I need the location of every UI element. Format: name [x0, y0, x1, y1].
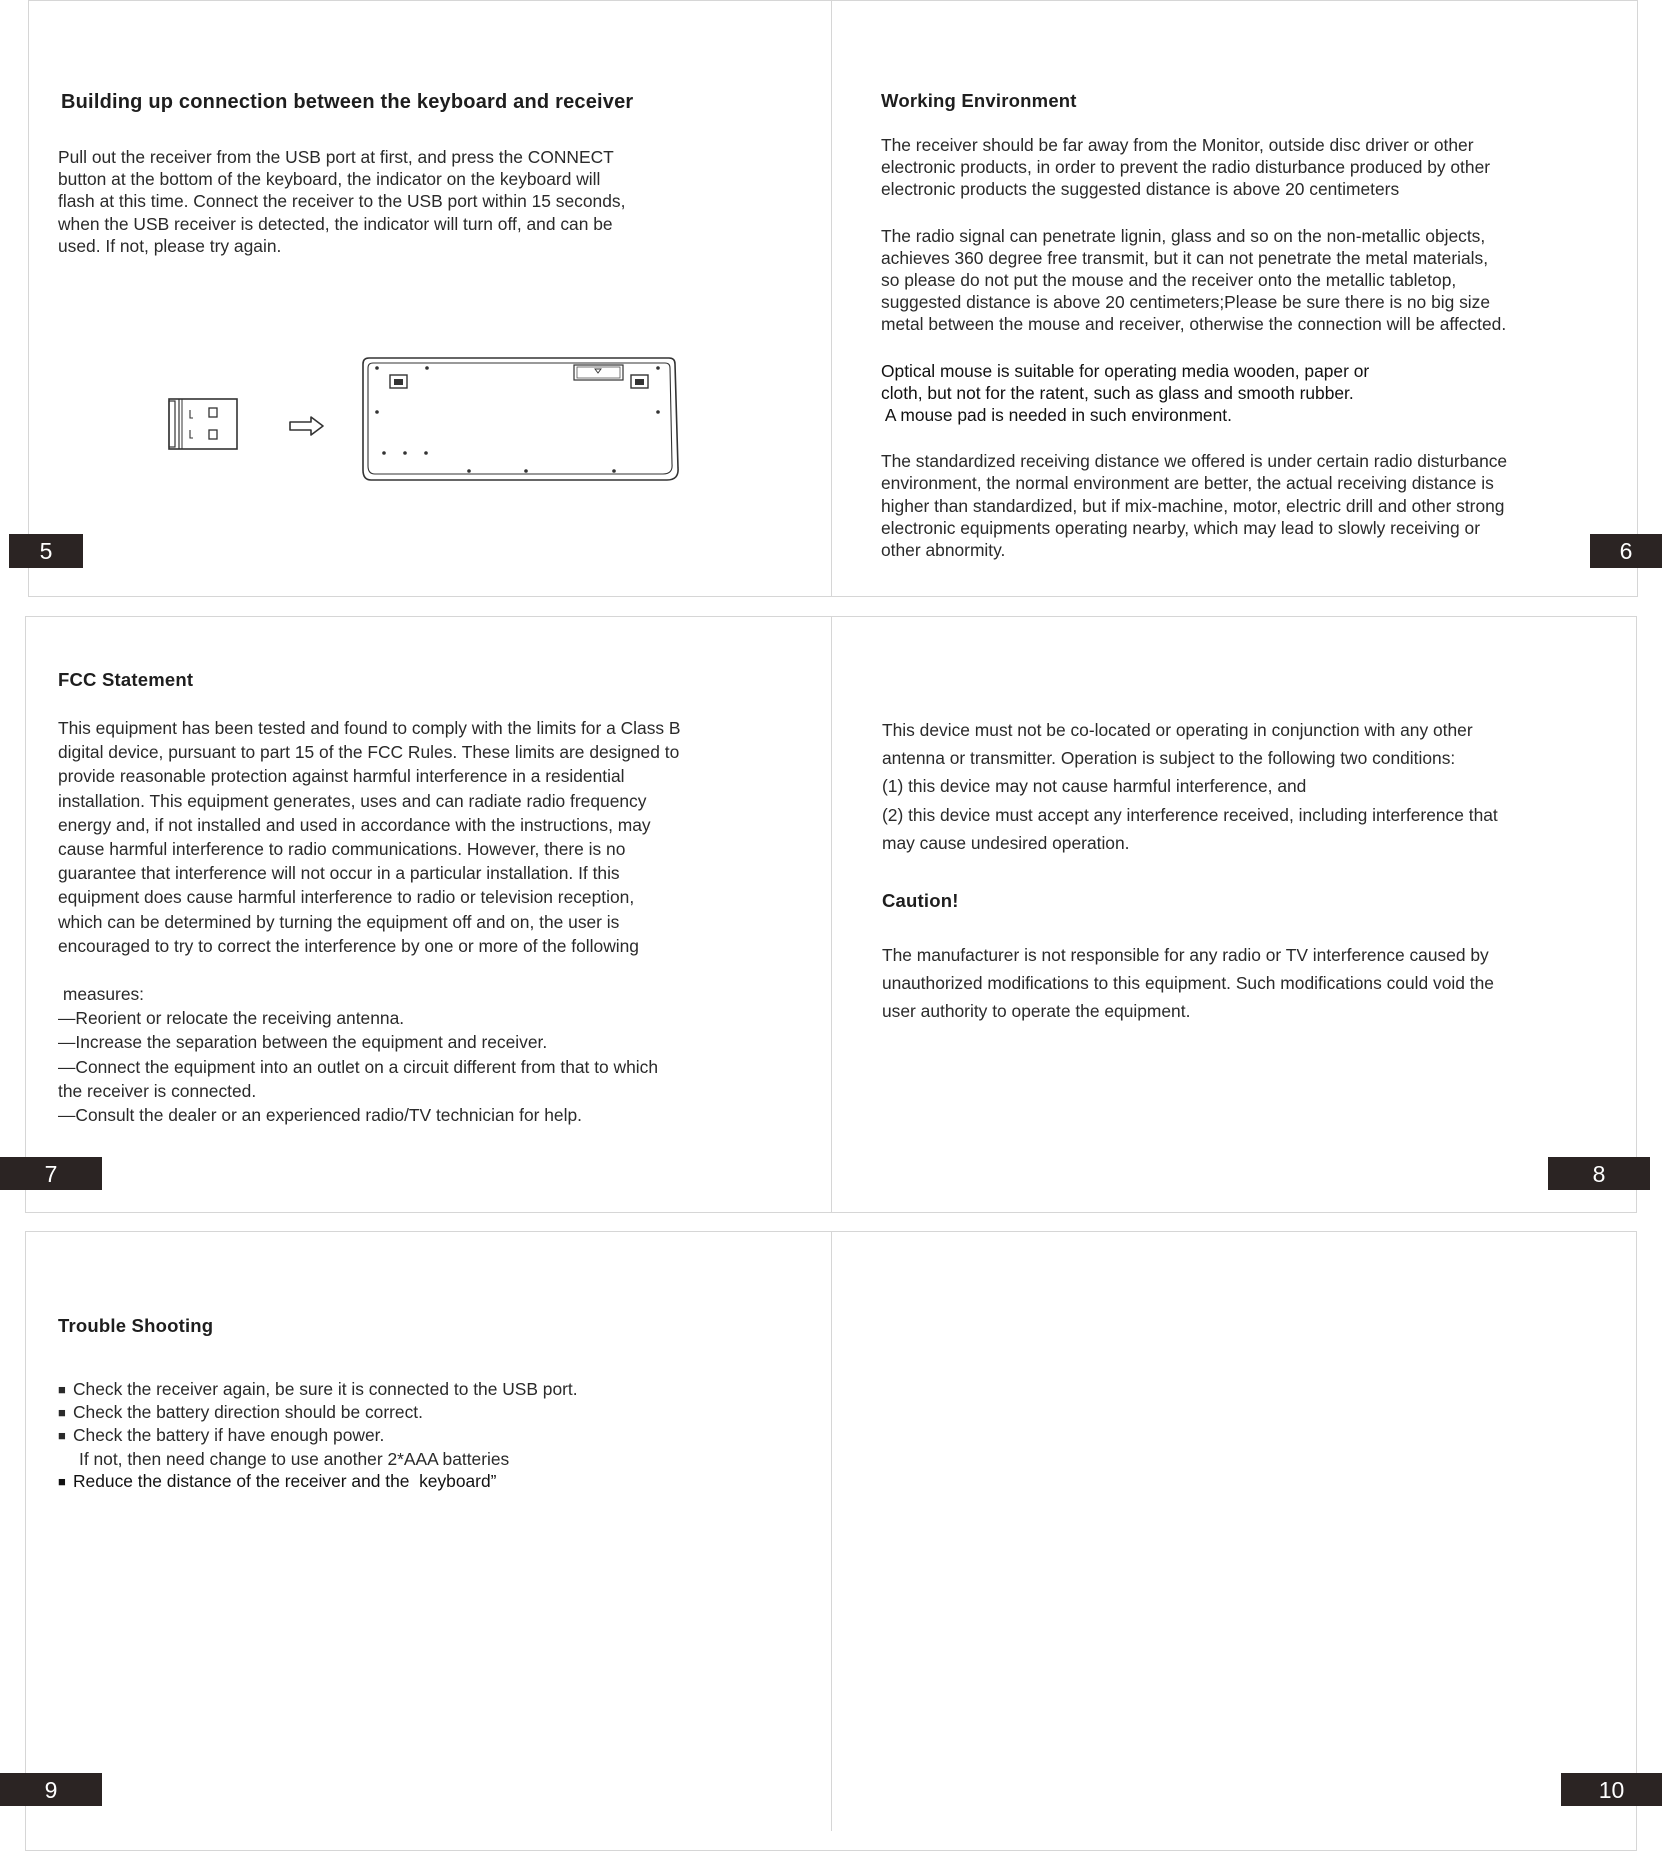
text-line: —Reorient or relocate the receiving antenna. — [58, 1008, 405, 1029]
text-line: provide reasonable protection against harmful interference in a residential — [58, 766, 625, 787]
text-line: electronic equipments operating nearby, which may lead to slowly receiving or — [881, 517, 1480, 538]
text-line: may cause undesired operation. — [882, 832, 1130, 853]
list-item — [58, 1424, 578, 1447]
page-number-9: 9 — [0, 1773, 102, 1806]
text-line: —Connect the equipment into an outlet on a circuit different from that to which — [58, 1056, 658, 1077]
list-item — [58, 1470, 578, 1493]
page8-caution-body — [882, 941, 1494, 1026]
text-line: antenna or transmitter. Operation is subject to the following two conditions: — [882, 748, 1456, 769]
list-item-text: Check the battery if have enough power. — [73, 1425, 385, 1446]
page6-body — [881, 134, 1507, 561]
page-number-6: 6 — [1590, 534, 1662, 568]
bullet-square-icon: ■ — [58, 1382, 66, 1397]
text-line: unauthorized modifications to this equipment. Such modifications could void the — [882, 973, 1494, 994]
text-line: environment, the normal environment are better, the actual receiving distance is — [881, 473, 1494, 494]
text-line: (1) this device may not cause harmful interference, and — [882, 776, 1307, 797]
text-line: This equipment has been tested and found to comply with the limits for a Class B — [58, 718, 681, 738]
caution-heading: Caution! — [882, 890, 959, 911]
text-line: electronic products, in order to prevent the radio disturbance produced by other — [881, 157, 1491, 178]
arrow-right-icon — [289, 416, 325, 436]
list-item — [58, 1378, 578, 1401]
text-line: —Increase the separation between the equipment and receiver. — [58, 1032, 548, 1053]
text-line: A mouse pad is needed in such environment. — [881, 405, 1232, 426]
page7-body — [58, 716, 681, 1127]
text-line: used. If not, please try again. — [58, 235, 282, 256]
text-line: equipment does cause harmful interference to radio or television reception, — [58, 887, 635, 908]
text-line: —Consult the dealer or an experienced radio/TV technician for help. — [58, 1105, 582, 1126]
page-number-8: 8 — [1548, 1157, 1650, 1190]
bullet-square-icon: ■ — [58, 1428, 66, 1444]
usb-receiver-illustration — [168, 398, 240, 450]
page5-body — [58, 146, 625, 257]
text-line: flash at this time. Connect the receiver to the USB port within 15 seconds, — [58, 191, 626, 212]
text-line: cause harmful interference to radio communications. However, there is no — [58, 839, 626, 860]
text-line: (2) this device must accept any interference received, including interference that — [882, 804, 1498, 825]
text-line: metal between the mouse and receiver, otherwise the connection will be affected. — [881, 314, 1507, 335]
text-line: so please do not put the mouse and the receiver onto the metallic tabletop, — [881, 270, 1457, 291]
text-line: higher than standardized, but if mix-machine, motor, electric drill and other strong — [881, 495, 1505, 516]
text-line: guarantee that interference will not occur in a particular installation. If this — [58, 863, 620, 884]
text-line: measures: — [58, 984, 145, 1005]
text-line: Optical mouse is suitable for operating media wooden, paper or — [881, 360, 1370, 381]
list-item — [58, 1401, 578, 1424]
list-item-text: Check the receiver again, be sure it is connected to the USB port. — [73, 1379, 578, 1399]
text-line: user authority to operate the equipment. — [882, 1001, 1191, 1022]
bullet-square-icon: ■ — [58, 1473, 66, 1489]
page-number-7: 7 — [0, 1157, 102, 1190]
text-line: The radio signal can penetrate lignin, glass and so on the non-metallic objects, — [881, 225, 1486, 246]
text-line: Pull out the receiver from the USB port at first, and press the CONNECT — [58, 147, 614, 167]
text-line: energy and, if not installed and used in accordance with the instructions, may — [58, 814, 651, 835]
page8-conditions — [882, 716, 1498, 857]
list-item-text: Reduce the distance of the receiver and the keyboard” — [73, 1470, 497, 1491]
text-line: installation. This equipment generates, uses and can radiate radio frequency — [58, 790, 647, 811]
text-line: cloth, but not for the ratent, such as glass and smooth rubber. — [881, 382, 1354, 403]
sheet-bottom-fold — [831, 1231, 832, 1831]
page6-heading: Working Environment — [881, 90, 1077, 111]
page5-heading: Building up connection between the keyboard and receiver — [61, 91, 634, 113]
list-item-text: Check the battery direction should be correct. — [73, 1402, 423, 1423]
keyboard-bottom-illustration — [361, 356, 681, 484]
page9-heading: Trouble Shooting — [58, 1315, 214, 1336]
text-line: digital device, pursuant to part 15 of the FCC Rules. These limits are designed to — [58, 742, 680, 763]
text-line: the receiver is connected. — [58, 1080, 257, 1101]
bullet-square-icon: ■ — [58, 1405, 66, 1421]
text-line: button at the bottom of the keyboard, the indicator on the keyboard will — [58, 169, 601, 190]
page-number-10: 10 — [1561, 1773, 1662, 1806]
text-line: encouraged to try to correct the interference by one or more of the following — [58, 935, 639, 956]
text-line: The standardized receiving distance we offered is under certain radio disturbance — [881, 451, 1508, 472]
list-item-continuation: If not, then need change to use another 2*AAA batteries — [79, 1448, 510, 1469]
text-line: other abnormity. — [881, 540, 1006, 561]
sheet-middle-fold — [831, 616, 832, 1213]
text-line: achieves 360 degree free transmit, but it can not penetrate the metal materials, — [881, 247, 1489, 268]
text-line: This device must not be co-located or operating in conjunction with any other — [882, 720, 1473, 740]
text-line: electronic products the suggested distance is above 20 centimeters — [881, 179, 1400, 200]
page7-heading: FCC Statement — [58, 669, 194, 690]
text-line: which can be determined by turning the equipment off and on, the user is — [58, 911, 620, 932]
page-number-5: 5 — [9, 534, 83, 568]
text-line: The receiver should be far away from the Monitor, outside disc driver or other — [881, 135, 1474, 155]
text-line: when the USB receiver is detected, the indicator will turn off, and can be — [58, 213, 613, 234]
trouble-shooting-list — [58, 1378, 578, 1493]
sheet-top-fold — [831, 0, 832, 597]
text-line: The manufacturer is not responsible for any radio or TV interference caused by — [882, 945, 1489, 965]
text-line: suggested distance is above 20 centimeters;Please be sure there is no big size — [881, 292, 1491, 313]
